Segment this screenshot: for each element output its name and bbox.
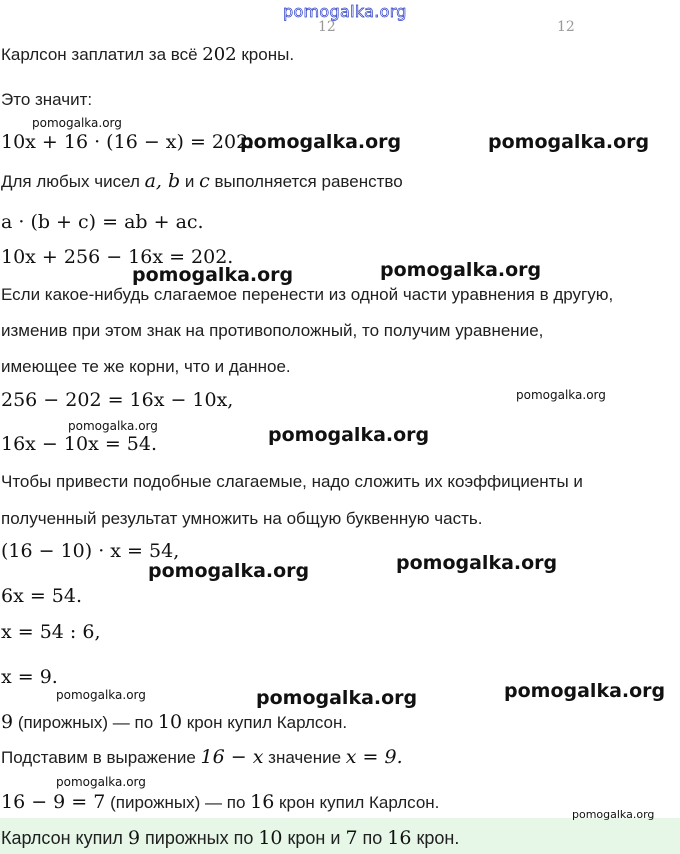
watermark-text: pomogalka.org — [32, 116, 122, 130]
text-line: 9 (пирожных) — по 10 крон купил Карлсон. — [1, 711, 348, 733]
text-line: изменив при этом знак на противоположный, то получим уравнение, — [1, 321, 544, 340]
math-equation: 10x + 256 − 16x = 202. — [1, 246, 234, 268]
answer-text: Карлсон купил 9 пирожных по 10 крон и 7 по 16 крон. — [1, 827, 460, 849]
watermark-text: pomogalka.org — [380, 259, 542, 281]
text-line: Это значит: — [1, 90, 93, 109]
site-header-watermark[interactable]: pomogalka.org — [283, 2, 407, 21]
watermark-text: pomogalka.org — [240, 131, 402, 153]
text-line: Карлсон заплатил за всё 202 кроны. — [1, 44, 295, 65]
watermark-text: pomogalka.org — [68, 419, 158, 433]
watermark-text: pomogalka.org — [516, 388, 606, 402]
watermark-text: pomogalka.org — [132, 264, 294, 286]
text-line: Для любых чисел a, b и c выполняется равенство — [1, 170, 403, 192]
watermark-text: pomogalka.org — [488, 131, 650, 153]
math-equation: a · (b + c) = ab + ac. — [1, 211, 204, 233]
text-line: имеющее те же корни, что и данное. — [1, 357, 291, 376]
watermark-text: pomogalka.org — [148, 560, 310, 582]
watermark-text: pomogalka.org — [396, 552, 558, 574]
math-equation: x = 54 : 6, — [1, 621, 101, 643]
watermark-text: pomogalka.org — [56, 688, 146, 702]
math-equation: 10x + 16 · (16 − x) = 202. — [1, 131, 255, 153]
math-equation: 6x = 54. — [1, 585, 83, 607]
watermark-text: pomogalka.org — [572, 808, 655, 821]
math-equation: (16 − 10) · x = 54, — [1, 540, 180, 562]
text-line: Чтобы привести подобные слагаемые, надо сложить их коэффициенты и — [1, 472, 583, 491]
math-equation: 256 − 202 = 16x − 10x, — [1, 389, 234, 411]
watermark-text: pomogalka.org — [256, 687, 418, 709]
cutoff-glyph: 12 — [557, 19, 575, 35]
math-equation: 16x − 10x = 54. — [1, 433, 157, 455]
cutoff-glyph: 12 — [318, 19, 336, 35]
text-line: полученный результат умножить на общую буквенную часть. — [1, 509, 483, 528]
watermark-text: pomogalka.org — [504, 680, 666, 702]
math-equation: x = 9. — [1, 666, 58, 688]
text-line: Если какое-нибудь слагаемое перенести из одной части уравнения в другую, — [1, 285, 614, 304]
text-line: Подставим в выражение 16 − x значение x = 9. — [1, 746, 403, 768]
watermark-text: pomogalka.org — [56, 775, 146, 789]
text-line: 16 − 9 = 7 (пирожных) — по 16 крон купил Карлсон. — [1, 791, 440, 813]
watermark-text: pomogalka.org — [268, 424, 430, 446]
